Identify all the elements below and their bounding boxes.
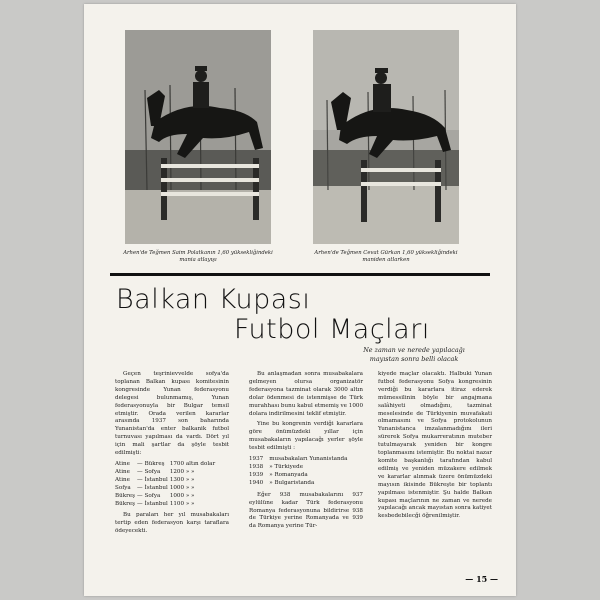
- table-row: [115, 485, 217, 493]
- paragraph: Geçen teşrinievvelde sofya'da toplanan Balkan kupası komitesinin kongresinde Yunan federasyonu delegesi bulunmamış, Yunan federasyonuyla bir Bulgar temsil etmiştir. Orada verilen kararlar arasında 1937 son baharında Yunanistan'da enter balkanik futbol turnuvası yapılması da vardı. Dört yıl için mali şartlar da şöyle tesbit edilmişti:: [115, 371, 229, 457]
- table-row: [115, 493, 217, 501]
- table-row: [115, 477, 217, 485]
- table-cell: —: [136, 460, 143, 467]
- table-cell: Atine: [115, 476, 130, 483]
- table-cell: —: [136, 484, 143, 491]
- table-cell: 1700 altın dolar: [169, 460, 216, 467]
- table-cell: 1000 » »: [169, 484, 195, 491]
- paragraph: Eğer 938 musabakalarını 937 eylülüne kadar Türk federasyonu Romanya federasyonuna bildirirse 938 de Türkiye yerine Romanyada ve 939 da Romanya yerine Tür-: [249, 491, 363, 530]
- article-column-1: [115, 371, 229, 539]
- table-cell: Atine: [115, 468, 130, 475]
- table-cell: Bükreş: [115, 492, 135, 499]
- payment-table: [115, 461, 217, 508]
- magazine-page: [84, 4, 516, 596]
- table-cell: 1100 » »: [169, 500, 195, 507]
- table-row: [249, 472, 353, 480]
- table-cell: 1937: [249, 456, 264, 463]
- table-cell: Bükreş: [115, 500, 135, 507]
- table-cell: Bükreş: [144, 460, 165, 467]
- photo-caption-left: Arhen'de Teğmen Saim Polatkanın 1,60 yüksekliğindeki mania atlayışı: [123, 250, 273, 263]
- article-title-line1: Balkan Kupası: [116, 284, 311, 315]
- table-cell: —: [136, 500, 143, 507]
- table-cell: 1000 » »: [169, 492, 195, 499]
- table-cell: 1940: [249, 479, 264, 486]
- table-cell: İstanbul: [144, 500, 168, 507]
- paragraph: Yine bu kongrenin verdiği kararlara göre önümüzdeki yıllar için musabakaların yapılacağı yerler şöyle tesbit edilmişti :: [249, 421, 363, 452]
- title-divider: [110, 273, 490, 276]
- table-cell: 1200 » »: [169, 468, 195, 475]
- page-number: — 15 —: [465, 574, 498, 584]
- table-cell: —: [136, 476, 143, 483]
- paragraph: kiyede maçlar olacaktı. Halbuki Yunan futbol federasyonu Sofya kongresinin verdiği bu kararlara itiraz ederek mümessilinin böyle bir angajmana salâhiyeti olmadığını, tazminat meselesinde de Türkiyenin muvafakati olmamasını ve Sofya protokolunun Yunanistanca imzalanmadığını ileri sürerek Sofya mukarreratının muteber tutulmayarak yeniden bir kongre toplanmasını istemiştir. Bu noktai nazar komite başkanlığı tarafından kabul edilmiş ve yeniden müzakere edilmek ve kararlar alınmak üzere önümüzdeki mayısın ikisinde Bükreşte bir toplantı yapılması istenmiştir. Şu halde Balkan kupası maçlarının ne zaman ve nerede yapılacağı ancak mayıstan sonra katiyet kesbedebilecği öğrenilmiştir.: [378, 371, 492, 520]
- table-cell: —: [136, 468, 143, 475]
- photo-caption-right: Arhen'de Teğmen Cevat Gürkan 1,60 yüksekliğindeki maniden atlarken: [314, 250, 458, 263]
- table-row: [115, 469, 217, 477]
- article-subtitle: Ne zaman ve nerede yapılacağı mayıstan sonra belli olacak: [363, 346, 465, 363]
- paragraph: Bu paraları her yıl musabakaları tertip eden federasyon karşı taraflara ödeyecekti.: [115, 512, 229, 535]
- article-column-2: [249, 371, 363, 534]
- table-cell: 1938: [249, 463, 264, 470]
- photo-horse-jump-left: [125, 30, 271, 244]
- table-row: [249, 464, 353, 472]
- table-cell: Sofya: [144, 468, 161, 475]
- table-cell: 1939: [249, 471, 264, 478]
- table-row: [249, 456, 353, 464]
- table-cell: İstanbul: [144, 484, 168, 491]
- table-cell: 1300 » »: [169, 476, 195, 483]
- table-cell: Sofya: [115, 484, 131, 491]
- table-row: [115, 461, 217, 469]
- table-row: [249, 480, 353, 488]
- table-row: [115, 501, 217, 509]
- table-cell: musabakaları Yunanistanda: [269, 456, 348, 463]
- table-cell: » Türkiyede: [269, 463, 303, 470]
- table-cell: » Bulgaristanda: [269, 479, 315, 486]
- venue-schedule-table: [249, 456, 353, 488]
- table-cell: İstanbul: [144, 476, 168, 483]
- paragraph: Bu anlaşmadan sonra musabakalara gelmeyen olursa organizatör federasyona tazminat olarak 3000 altın dolar ödenmesi de istenmişse de Türk murahhası bunu kabul etmemiş ve 1000 dolara indirilmesini teklif etmiştir.: [249, 371, 363, 417]
- photo-horse-jump-right: [313, 30, 459, 244]
- table-cell: —: [136, 492, 143, 499]
- table-cell: Atine: [115, 460, 130, 467]
- article-column-3: [378, 371, 492, 524]
- table-cell: Sofya: [144, 492, 161, 499]
- table-cell: » Romanyada: [269, 471, 308, 478]
- article-title-line2: Futbol Maçları: [234, 314, 430, 345]
